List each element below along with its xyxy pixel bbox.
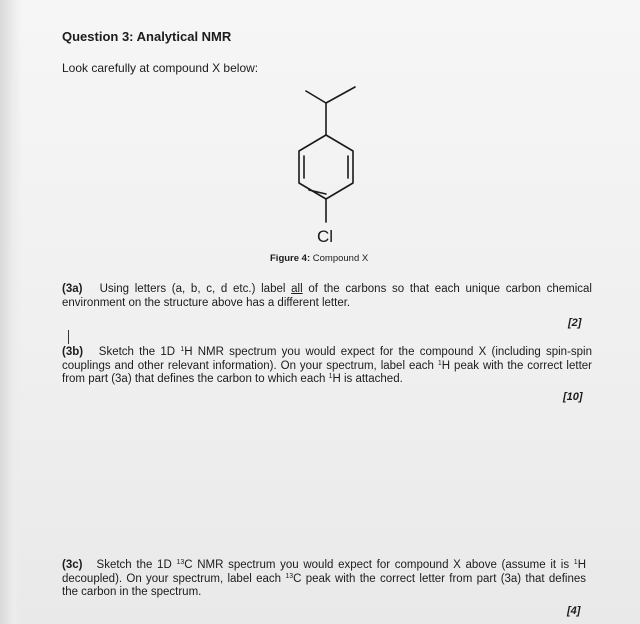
- figure-caption: [270, 253, 368, 264]
- part-3c-seg3: H decoupled). On your spectrum, label each: [62, 559, 586, 585]
- page-edge-shadow: [0, 0, 22, 624]
- part-3a-text: [62, 283, 592, 310]
- chlorine-label: Cl: [317, 227, 334, 246]
- part-3b-sup2: 1: [437, 359, 442, 367]
- part-3c-marks: [4]: [567, 605, 581, 617]
- part-3c-sup1: 13: [176, 559, 185, 566]
- part-3a-body-end: of the carbons so that each unique carbon chemical environment on the structure above has a different letter.: [62, 283, 592, 309]
- part-3c-seg4: C peak with the correct letter from part (3a) that defines the carbon in the spectrum.: [62, 572, 586, 598]
- part-3b-sup1: 1: [180, 346, 185, 353]
- part-3c-sup2: 1: [573, 559, 578, 566]
- intro-text: Look carefully at compound X below:: [62, 61, 259, 75]
- figure-caption-text: Compound X: [312, 253, 369, 264]
- part-3a-underlined: all: [291, 283, 303, 295]
- part-3b-seg1: Sketch the 1D: [98, 346, 181, 358]
- part-3b-seg3: H peak with the correct letter from part (3a) that defines the carbon to which each: [62, 359, 592, 385]
- part-3b-text: [62, 346, 592, 387]
- part-3c-text: [62, 559, 586, 600]
- part-3a-label: (3a): [62, 283, 83, 295]
- part-3b-marks: [10]: [563, 391, 583, 403]
- part-3b-label: (3b): [62, 346, 84, 358]
- part-3b-seg4: H is attached.: [332, 373, 403, 385]
- part-3a-body-start: Using letters (a, b, c, d etc.) label: [99, 283, 292, 295]
- part-3b-sup3: 1: [328, 373, 333, 380]
- part-3a-marks: [2]: [568, 317, 582, 329]
- text-cursor: [68, 330, 69, 344]
- part-3c-seg2: C NMR spectrum you would expect for compound X above (assume it is: [184, 559, 574, 571]
- isopropyl-methyl-bond-left: [306, 91, 326, 103]
- part-3c-sup3: 13: [285, 572, 294, 580]
- part-3c-label: (3c): [62, 559, 83, 571]
- question-title: Question 3: Analytical NMR: [62, 29, 232, 44]
- isopropyl-methyl-bond-right: [326, 87, 355, 103]
- figure-caption-number: Figure 4:: [270, 253, 311, 264]
- part-3c-seg1: Sketch the 1D: [96, 559, 177, 571]
- benzene-ring: [299, 135, 353, 199]
- compound-x-structure: [260, 82, 390, 252]
- part-3b-seg2: H NMR spectrum you would expect for the compound X (including spin-spin couplings and other relevant information). On your spectrum, label each: [62, 346, 592, 372]
